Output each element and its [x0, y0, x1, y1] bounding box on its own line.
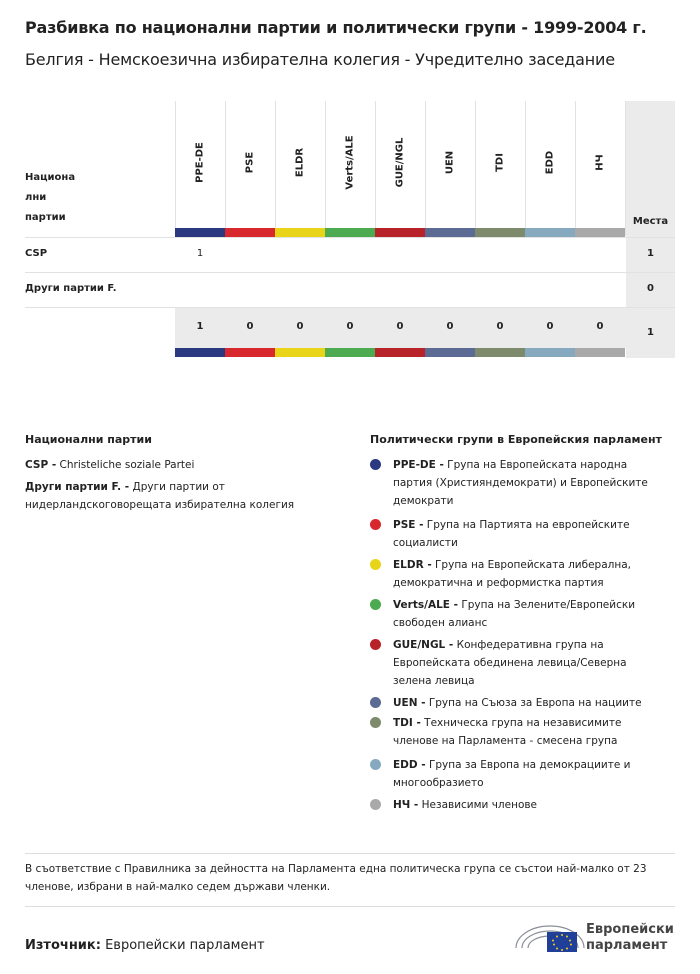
group-total-cell: 0 [596, 321, 604, 332]
group-legend-item [393, 636, 663, 690]
group-column-label: ELDR [294, 147, 306, 178]
group-legend-item [393, 516, 663, 552]
group-total-cell: 0 [296, 321, 304, 332]
group-legend-text: Група на Европейската либерална, демократична и реформистка партия [393, 559, 632, 589]
seat-count-cell: 1 [196, 248, 204, 259]
group-color-dot [370, 639, 381, 650]
column-divider [225, 101, 226, 236]
row-divider [25, 272, 675, 273]
group-color-bar [375, 228, 425, 237]
national-legend-item: CSP - Christeliche soziale Partei [25, 459, 195, 471]
footnote: В съответствие с Правилника за дейността на Парламента една политическа група се състои най-малко от 23 членове, избрани в най-малко седем държави членки. [25, 863, 647, 893]
group-color-bar [475, 228, 525, 237]
column-divider [475, 101, 476, 236]
footer-divider [25, 906, 675, 907]
row-divider [25, 237, 675, 238]
group-total-cell: 0 [346, 321, 354, 332]
group-legend-item [393, 456, 663, 510]
seats-column-background [626, 101, 675, 358]
group-legend-item [393, 596, 663, 632]
group-legend-item [393, 694, 663, 712]
group-total-cell: 0 [496, 321, 504, 332]
group-color-dot [370, 559, 381, 570]
group-color-bar [425, 228, 475, 237]
group-color-bar [375, 348, 425, 357]
group-legend-abbr: UEN - [393, 697, 426, 709]
column-divider [525, 101, 526, 236]
group-legend-text: Група за Европа на демокрациите и многообразието [393, 759, 631, 789]
column-divider [275, 101, 276, 236]
group-legend-text: Група на Съюза за Европа на нациите [428, 697, 642, 709]
source: Източник: Европейски парламент [25, 938, 265, 953]
column-divider [425, 101, 426, 236]
group-color-bar [275, 348, 325, 357]
group-color-bar [225, 228, 275, 237]
group-legend-abbr: Verts/ALE - [393, 599, 458, 611]
page-title: Разбивка по национални партии и политически групи - 1999-2004 г. [25, 18, 647, 37]
group-total-cell: 1 [196, 321, 204, 332]
party-total-seats: 1 [647, 248, 654, 259]
group-legend-abbr: PPE-DE - [393, 459, 444, 471]
group-color-dot [370, 697, 381, 708]
group-legend-abbr: TDI - [393, 717, 421, 729]
group-column-label: UEN [444, 150, 456, 175]
national-legend-item: Други партии F. - Други партии от нидерландскоговорещата избирателна колегия [25, 481, 295, 511]
column-divider [325, 101, 326, 236]
group-color-dot [370, 799, 381, 810]
footer-divider [25, 853, 675, 854]
group-color-bar [175, 228, 225, 237]
group-legend-item [393, 796, 663, 814]
group-legend-item [393, 714, 663, 750]
group-legend-abbr: ELDR - [393, 559, 432, 571]
group-color-dot [370, 717, 381, 728]
group-legend-abbr: PSE - [393, 519, 424, 531]
group-column-label: GUE/NGL [394, 137, 406, 188]
row-divider [25, 307, 675, 308]
national-legend-heading: Национални партии [25, 433, 152, 446]
party-row-label: CSP [25, 248, 48, 259]
group-color-dot [370, 519, 381, 530]
group-color-bar [525, 228, 575, 237]
group-color-bar [175, 348, 225, 357]
group-legend-abbr: GUE/NGL - [393, 639, 454, 651]
group-legend-item [393, 556, 663, 592]
group-color-bar [325, 348, 375, 357]
group-total-cell: 0 [246, 321, 254, 332]
group-color-bar [475, 348, 525, 357]
group-legend-text: Група на Европейската народна партия (Християндемократи) и Европейските демократи [393, 459, 648, 507]
group-legend-text: Независими членове [421, 799, 538, 811]
party-total-seats: 0 [647, 283, 654, 294]
column-divider [375, 101, 376, 236]
group-legend-text: Група на Зелените/Европейски свободен алианс [393, 599, 636, 629]
group-column-label: TDI [494, 153, 506, 172]
group-column-label: PPE-DE [194, 142, 206, 183]
column-divider [175, 101, 176, 236]
group-legend-text: Техническа група на независимите членове на Парламента - смесена група [393, 717, 622, 747]
group-column-label: PSE [244, 151, 256, 174]
group-column-label: Verts/ALE [344, 135, 356, 190]
group-color-dot [370, 599, 381, 610]
group-color-bar [575, 228, 625, 237]
seats-column-header: Места [632, 216, 669, 227]
group-color-bar [225, 348, 275, 357]
page-subtitle: Белгия - Немскоезична избирателна колегия - Учредително заседание [25, 50, 615, 69]
group-color-bar [275, 228, 325, 237]
group-color-dot [370, 759, 381, 770]
group-color-dot [370, 459, 381, 470]
group-color-bar [425, 348, 475, 357]
group-color-bar [575, 348, 625, 357]
group-legend-text: Група на Партията на европейските социалисти [393, 519, 630, 549]
group-column-label: НЧ [594, 154, 606, 171]
group-total-cell: 0 [446, 321, 454, 332]
group-total-cell: 0 [396, 321, 404, 332]
group-legend-abbr: НЧ - [393, 799, 419, 811]
column-divider [575, 101, 576, 236]
group-color-bar [325, 228, 375, 237]
group-legend-abbr: EDD - [393, 759, 426, 771]
party-row-label: Други партии F. [25, 283, 117, 294]
overall-total-seats: 1 [647, 327, 654, 338]
national-parties-column-header: Национа лни партии [25, 172, 76, 223]
group-legend-heading: Политически групи в Европейския парламент [370, 433, 662, 446]
group-legend-item [393, 756, 663, 792]
column-divider [625, 101, 626, 236]
group-color-bar [525, 348, 575, 357]
group-column-label: EDD [544, 150, 556, 175]
group-total-cell: 0 [546, 321, 554, 332]
logo-text: Европейски парламент [586, 922, 674, 953]
group-legend-text: Конфедеративна група на Европейската обединена левица/Северна зелена левица [393, 639, 627, 687]
